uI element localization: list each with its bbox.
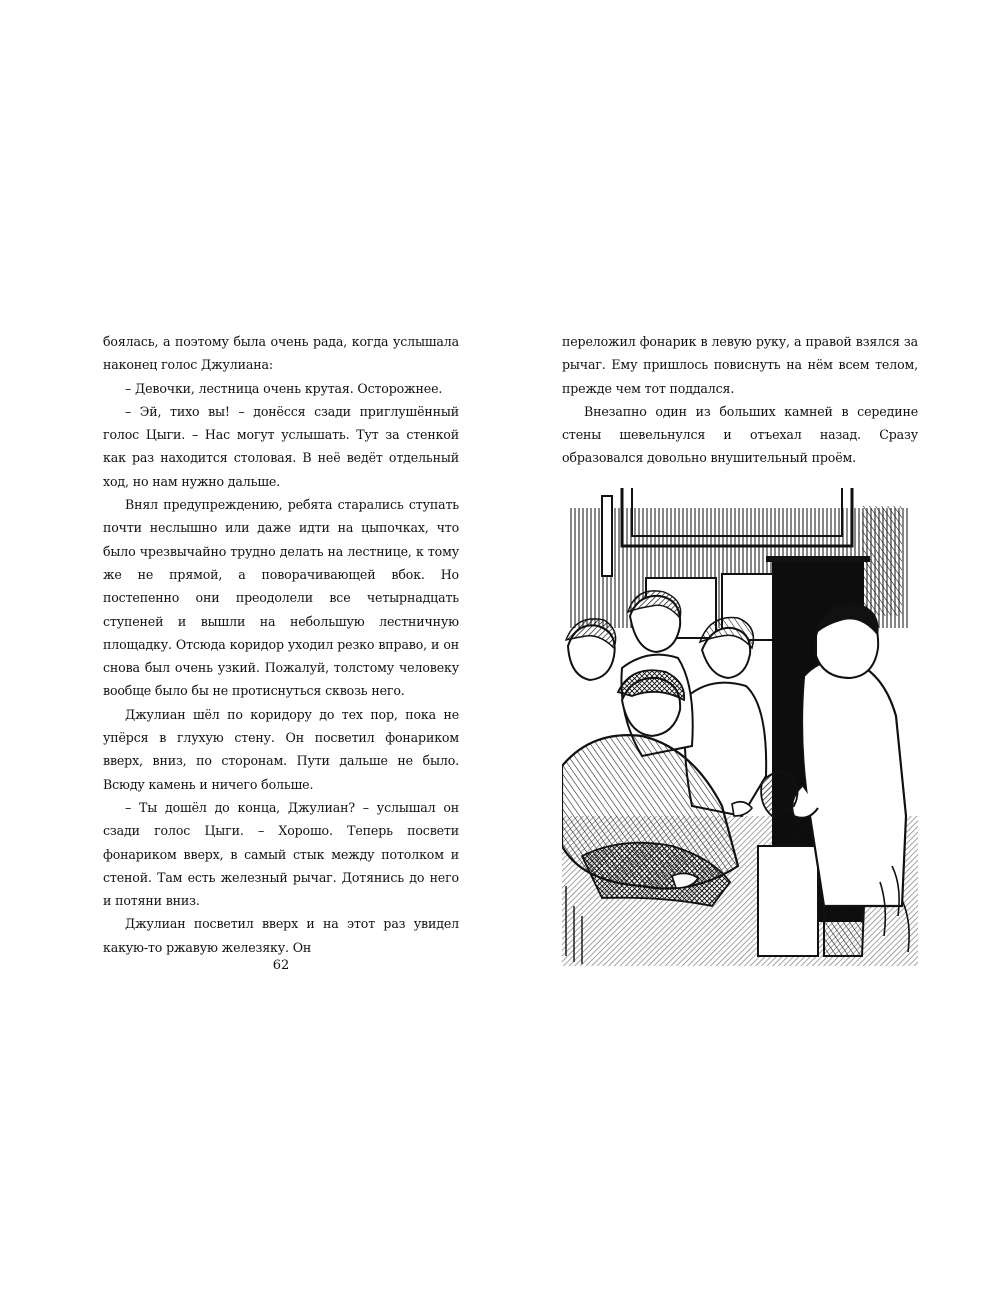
left-paragraph-5: Джулиан шёл по коридору до тех пор, пока не упёрся в глухую стену. Он посветил фонариком вверх, вниз, по сторонам. Пути дальше не было. Всюду камень и ничего больше. bbox=[103, 706, 459, 792]
page-number: 62 bbox=[272, 958, 290, 973]
left-paragraph-4: Внял предупреждению, ребята старались ступать почти неслышно или даже идти на цыпочках, что было чрезвычайно трудно делать на лестнице, к тому же не прямой, а поворачивающей вбок. Но постепенно они преодолели все четырнадцать ступеней и вышли на небольшую лестничную площадку. Отсюда коридор уходил резко вправо, и он снова был очень узкий. Пожалуй, толстому человеку вообще было бы не протиснуться сквозь него. bbox=[103, 497, 459, 699]
right-paragraph-2: Внезапно один из больших камней в середине стены шевельнулся и отъехал назад. Сразу образовался довольно внушительный проём. bbox=[562, 403, 918, 466]
left-page bbox=[103, 330, 459, 959]
left-paragraph-3: – Эй, тихо вы! – донёсся сзади приглушённый голос Цыги. – Нас могут услышать. Тут за стенкой как раз находится столовая. В неё ведёт отдельный ход, но нам нужно дальше. bbox=[103, 403, 459, 489]
right-page bbox=[562, 330, 918, 470]
book-illustration bbox=[562, 486, 918, 966]
left-paragraph-7: Джулиан посветил вверх и на этот раз увидел какую-то ржавую железяку. Он bbox=[103, 916, 459, 955]
right-paragraph-1: переложил фонарик в левую руку, а правой взялся за рычаг. Ему пришлось повиснуть на нём всем телом, прежде чем тот поддался. bbox=[562, 334, 918, 396]
left-paragraph-2: – Девочки, лестница очень крутая. Осторожнее. bbox=[125, 380, 443, 396]
left-paragraph-1: боялась, а поэтому была очень рада, когда услышала наконец голос Джулиана: bbox=[103, 334, 459, 373]
left-paragraph-6: – Ты дошёл до конца, Джулиан? – услышал он сзади голос Цыги. – Хорошо. Теперь посвети фонариком вверх, в самый стык между потолком и стеной. Там есть железный рычаг. Дотянись до него и потяни вниз. bbox=[103, 799, 459, 909]
